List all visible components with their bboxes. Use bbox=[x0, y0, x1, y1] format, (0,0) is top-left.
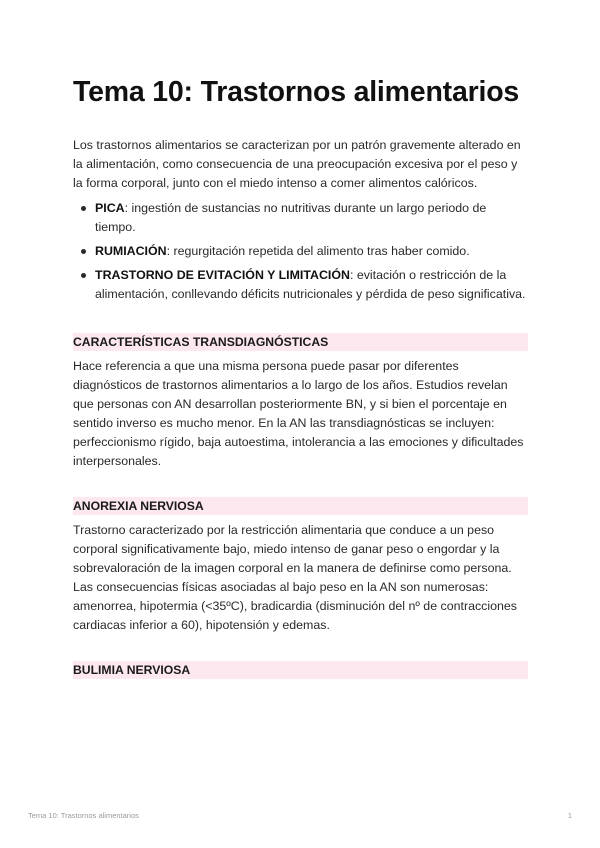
bullet-term: RUMIACIÓN bbox=[95, 244, 167, 258]
bullet-text: : regurgitación repetida del alimento tras haber comido. bbox=[166, 244, 470, 258]
section-heading-anorexia: ANOREXIA NERVIOSA bbox=[73, 497, 528, 515]
bullet-term: PICA bbox=[95, 201, 125, 215]
page-title: Tema 10: Trastornos alimentarios bbox=[73, 76, 520, 108]
section-text-anorexia: Trastorno caracterizado por la restricción alimentaria que conduce a un peso corporal significativamente bajo, miedo intenso de ganar peso o engordar y la sobrevaloración de la imagen corporal en la manera de definirse como persona. Las consecuencias físicas asociadas al bajo peso en la AN son numerosas: amenorrea, hipotermia (<35ºC), bradicardia (disminución del nº de contracciones cardiacas inferior a 60), hipotensión y edemas. bbox=[73, 523, 517, 632]
bullet-list bbox=[73, 199, 528, 304]
document-page bbox=[73, 74, 528, 679]
footer-page-number: 1 bbox=[567, 811, 572, 820]
list-item bbox=[95, 242, 528, 261]
footer-title: Tema 10: Trastornos alimentarios bbox=[28, 811, 139, 820]
list-item bbox=[95, 199, 528, 237]
bullet-text: : ingestión de sustancias no nutritivas durante un largo periodo de tiempo. bbox=[95, 201, 487, 234]
section-heading-transdiagnostic: CARACTERÍSTICAS TRANSDIAGNÓSTICAS bbox=[73, 333, 528, 351]
list-item bbox=[95, 266, 528, 304]
intro-paragraph: Los trastornos alimentarios se caracterizan por un patrón gravemente alterado en la alimentación, como consecuencia de una preocupación excesiva por el peso y la forma corporal, junto con el miedo intenso a comer alimentos calóricos. bbox=[73, 138, 521, 190]
section-heading-bulimia: BULIMIA NERVIOSA bbox=[73, 661, 528, 679]
bullet-term: TRASTORNO DE EVITACIÓN Y LIMITACIÓN bbox=[95, 268, 350, 282]
section-text-transdiagnostic: Hace referencia a que una misma persona puede pasar por diferentes diagnósticos de trastornos alimentarios a lo largo de los años. Estudios revelan que personas con AN desarrollan posteriormente BN, y si bien el porcentaje en sentido inverso es mucho menor. En la AN las transdiagnósticas se incluyen: perfeccionismo rígido, baja autoestima, intolerancia a las emociones y dificultades interpersonales. bbox=[73, 359, 524, 468]
bullet-text: : evitación o restricción de la alimentación, conllevando déficits nutricionales y pérdida de peso significativa. bbox=[95, 268, 526, 301]
